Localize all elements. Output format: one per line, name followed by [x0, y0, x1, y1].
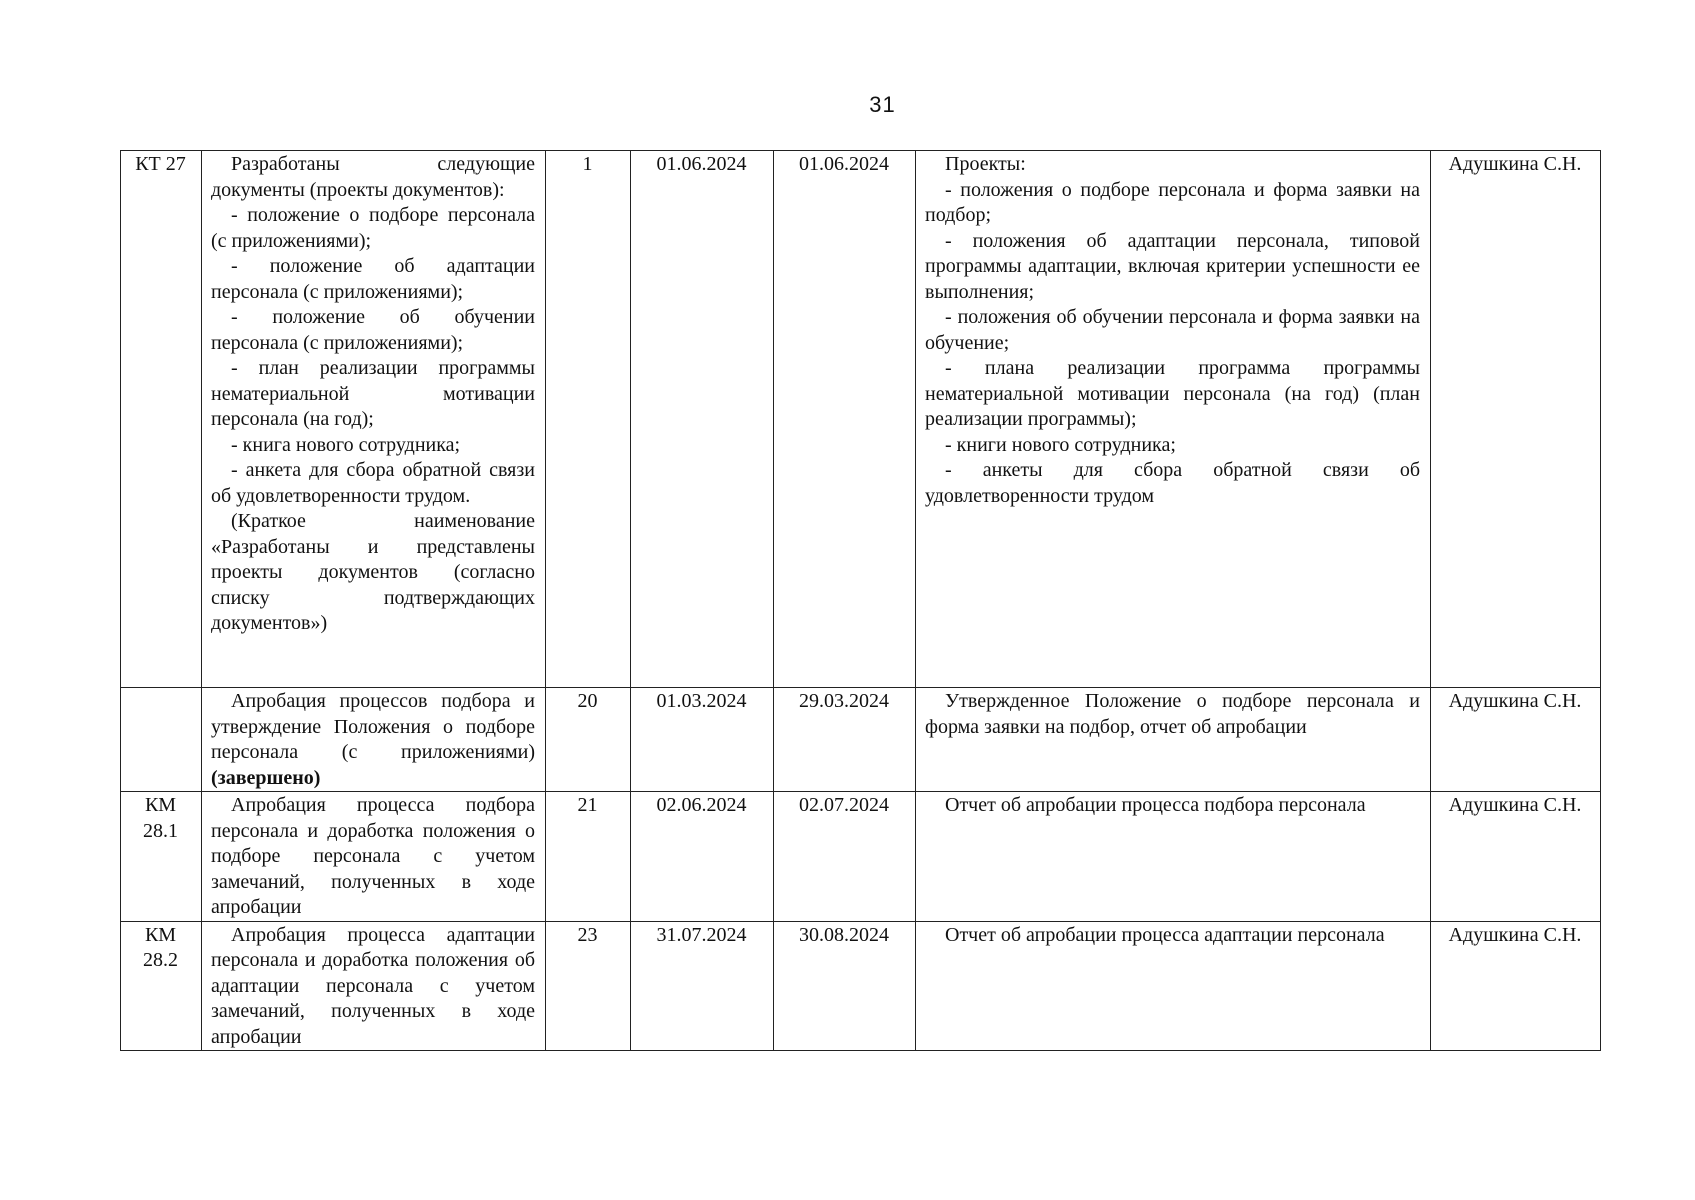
result-line: - анкеты для сбора обратной связи об удовлетворенности трудом: [925, 459, 1420, 507]
page-number: 31: [869, 92, 896, 117]
row-responsible: Адушкина С.Н.: [1431, 792, 1601, 922]
row-start-date: 31.07.2024: [631, 921, 774, 1051]
row-code: [121, 688, 202, 792]
row-result: [916, 792, 1431, 922]
description-text: Апробация процесса адаптации персонала и доработка положения об адаптации персонала с учетом замечаний, полученных в ходе апробации: [211, 923, 535, 1048]
row-end-date: 29.03.2024: [774, 688, 916, 792]
table-row: [121, 151, 1601, 688]
row-code: КТ 27: [121, 151, 202, 688]
description-main: Апробация процессов подбора и утверждение Положения о подборе персонала (с приложениями): [211, 690, 535, 763]
row-code: КМ 28.1: [121, 792, 202, 922]
row-start-date: 01.03.2024: [631, 688, 774, 792]
description-line: - положение об адаптации персонала (с приложениями);: [211, 255, 535, 303]
table-row: [121, 792, 1601, 922]
row-description: [202, 792, 546, 922]
row-end-date: 02.07.2024: [774, 792, 916, 922]
result-text: Отчет об апробации процесса адаптации персонала: [945, 923, 1385, 946]
plan-table: [120, 150, 1601, 1051]
result-line: - книги нового сотрудника;: [945, 433, 1176, 456]
row-end-date: 01.06.2024: [774, 151, 916, 688]
status-completed: (завершено): [211, 766, 321, 789]
row-result: [916, 921, 1431, 1051]
result-line: - положения об адаптации персонала, типовой программы адаптации, включая критерии успешности ее выполнения;: [925, 229, 1420, 303]
result-line: Проекты:: [945, 153, 1026, 175]
row-result: [916, 151, 1431, 688]
description-line: - положение об обучении персонала (с приложениями);: [211, 306, 535, 354]
row-duration: 1: [546, 151, 631, 688]
row-duration: 23: [546, 921, 631, 1051]
row-responsible: Адушкина С.Н.: [1431, 151, 1601, 688]
description-line: - положение о подборе персонала (с приложениями);: [211, 204, 535, 252]
row-description: [202, 688, 546, 792]
description-line: - книга нового сотрудника;: [231, 433, 461, 456]
table-row: [121, 688, 1601, 792]
result-text: Отчет об апробации процесса подбора персонала: [945, 794, 1366, 816]
description-line: (Краткое наименование «Разработаны и представлены проекты документов (согласно списку подтверждающих документов»): [211, 510, 535, 634]
row-code: КМ 28.2: [121, 921, 202, 1051]
table-row: [121, 921, 1601, 1051]
row-end-date: 30.08.2024: [774, 921, 916, 1051]
result-line: - положения о подборе персонала и форма заявки на подбор;: [925, 178, 1420, 226]
row-duration: 21: [546, 792, 631, 922]
row-description: [202, 151, 546, 688]
description-line: - анкета для сбора обратной связи об удовлетворенности трудом.: [211, 459, 535, 507]
row-responsible: Адушкина С.Н.: [1431, 921, 1601, 1051]
result-text: Утвержденное Положение о подборе персонала и форма заявки на подбор, отчет об апробации: [925, 690, 1420, 738]
row-description: [202, 921, 546, 1051]
description-line: - план реализации программы нематериальной мотивации персонала (на год);: [211, 357, 535, 430]
row-start-date: 02.06.2024: [631, 792, 774, 922]
description-text: [211, 689, 535, 791]
row-responsible: Адушкина С.Н.: [1431, 688, 1601, 792]
row-start-date: 01.06.2024: [631, 151, 774, 688]
row-duration: 20: [546, 688, 631, 792]
row-result: [916, 688, 1431, 792]
result-line: - плана реализации программа программы нематериальной мотивации персонала (на год) (план реализации программы);: [925, 357, 1420, 430]
result-line: - положения об обучении персонала и форма заявки на обучение;: [925, 306, 1420, 354]
description-line: Разработаны следующие документы (проекты документов):: [211, 153, 535, 201]
description-text: Апробация процесса подбора персонала и доработка положения о подборе персонала с учетом замечаний, полученных в ходе апробации: [211, 794, 535, 918]
